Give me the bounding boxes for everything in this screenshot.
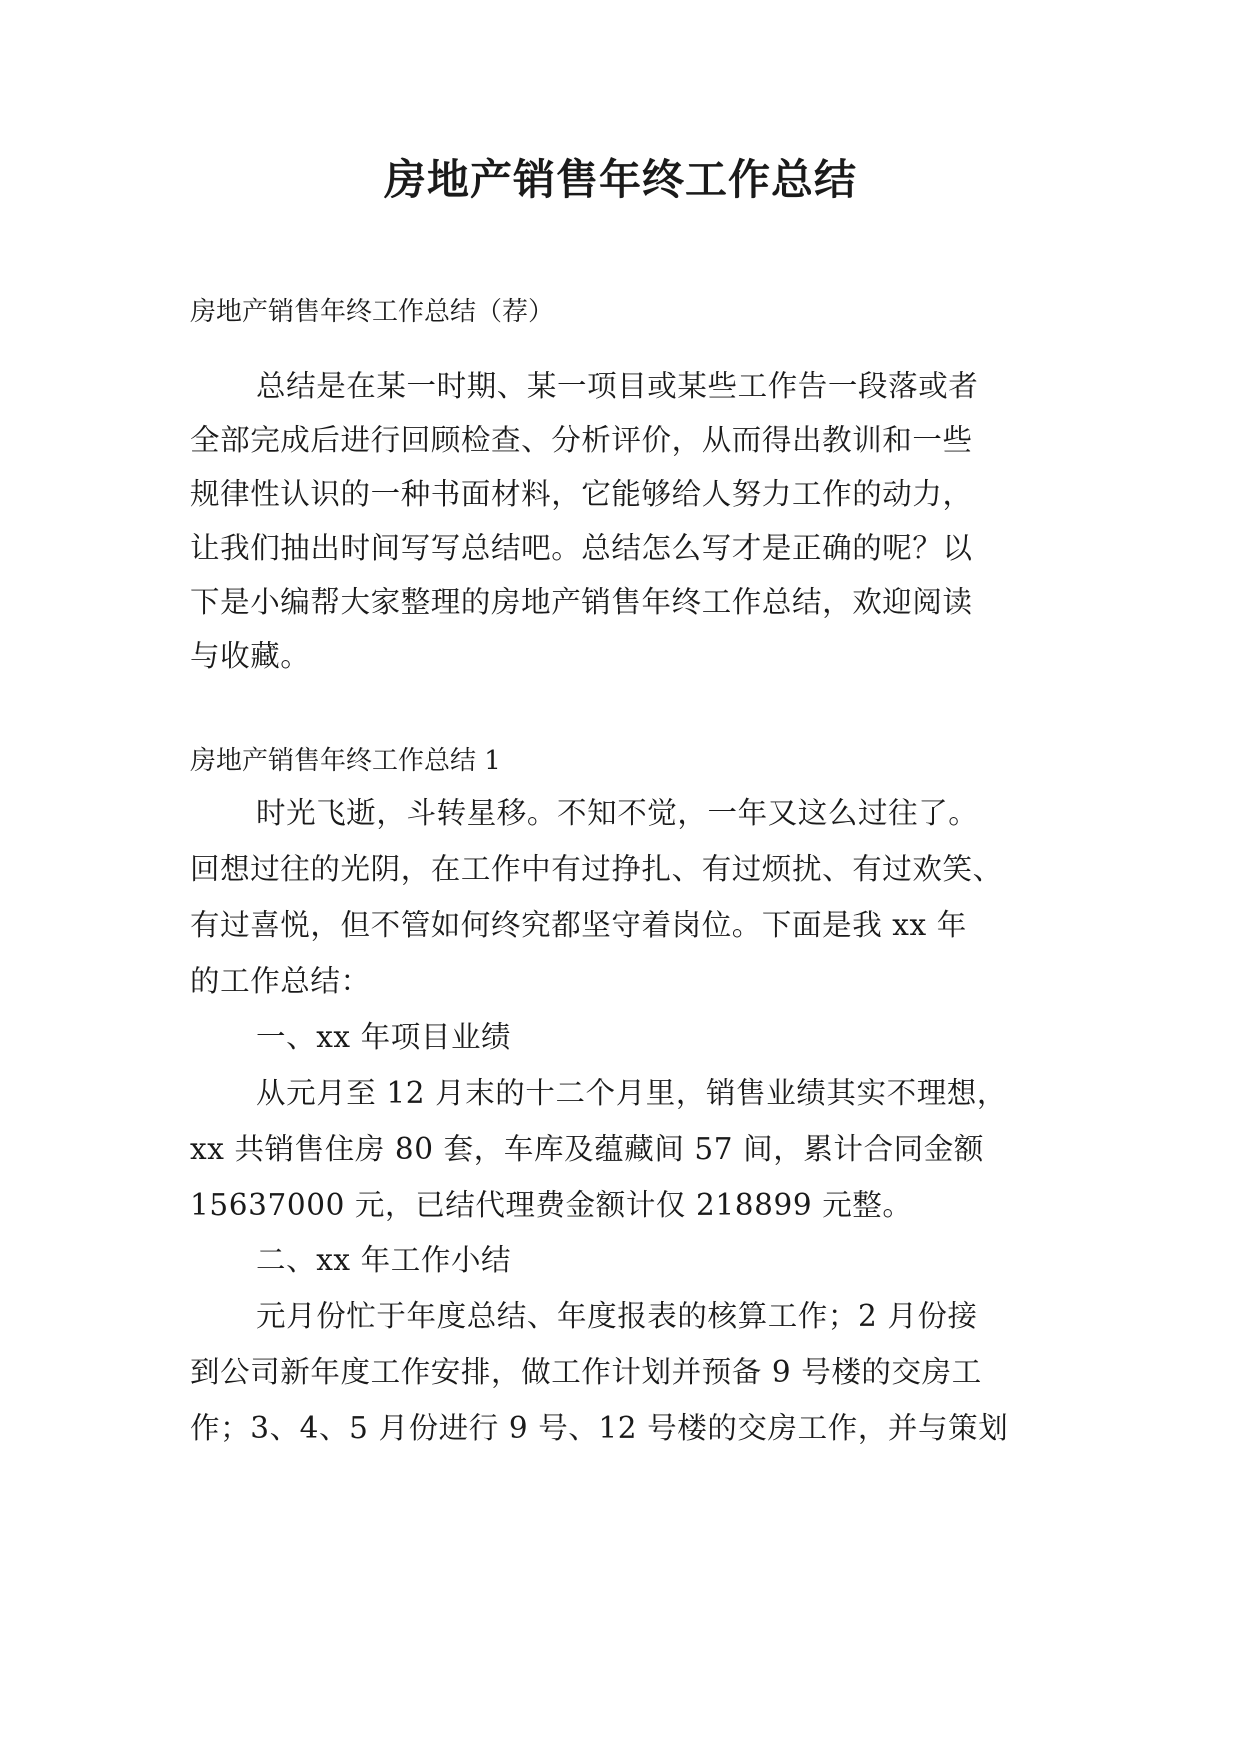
document-subtitle: 房地产销售年终工作总结（荐） bbox=[190, 297, 555, 327]
paragraph-line: 有过喜悦，但不管如何终究都坚守着岗位。下面是我 xx 年 bbox=[190, 908, 967, 942]
paragraph-line: 规律性认识的一种书面材料，它能够给人努力工作的动力， bbox=[190, 477, 973, 511]
paragraph-line: 下是小编帮大家整理的房地产销售年终工作总结，欢迎阅读 bbox=[190, 585, 973, 619]
paragraph-line: 从元月至 12 月末的十二个月里，销售业绩其实不理想， bbox=[256, 1076, 1007, 1110]
paragraph-line: xx 共销售住房 80 套，车库及蕴藏间 57 间，累计合同金额 bbox=[190, 1132, 984, 1166]
paragraph-line: 作；3、4、5 月份进行 9 号、12 号楼的交房工作，并与策划 bbox=[190, 1411, 1009, 1445]
document-title: 房地产销售年终工作总结 bbox=[383, 155, 857, 204]
paragraph-line: 时光飞逝，斗转星移。不知不觉，一年又这么过往了。 bbox=[256, 796, 979, 830]
paragraph-line: 回想过往的光阴，在工作中有过挣扎、有过烦扰、有过欢笑、 bbox=[190, 852, 1003, 886]
paragraph-line: 15637000 元，已结代理费金额计仅 218899 元整。 bbox=[190, 1188, 913, 1222]
paragraph-line: 元月份忙于年度总结、年度报表的核算工作；2 月份接 bbox=[256, 1299, 978, 1333]
part-heading: 一、xx 年项目业绩 bbox=[256, 1020, 512, 1054]
paragraph-line: 全部完成后进行回顾检查、分析评价，从而得出教训和一些 bbox=[190, 423, 973, 457]
part-heading: 二、xx 年工作小结 bbox=[256, 1243, 512, 1277]
section-heading: 房地产销售年终工作总结 1 bbox=[190, 746, 501, 776]
paragraph-line: 到公司新年度工作安排，做工作计划并预备 9 号楼的交房工 bbox=[190, 1355, 982, 1389]
paragraph-line: 与收藏。 bbox=[190, 639, 311, 673]
paragraph-line: 的工作总结： bbox=[190, 964, 371, 998]
paragraph-line: 让我们抽出时间写写总结吧。总结怎么写才是正确的呢？以 bbox=[190, 531, 973, 565]
paragraph-line: 总结是在某一时期、某一项目或某些工作告一段落或者 bbox=[256, 369, 979, 403]
